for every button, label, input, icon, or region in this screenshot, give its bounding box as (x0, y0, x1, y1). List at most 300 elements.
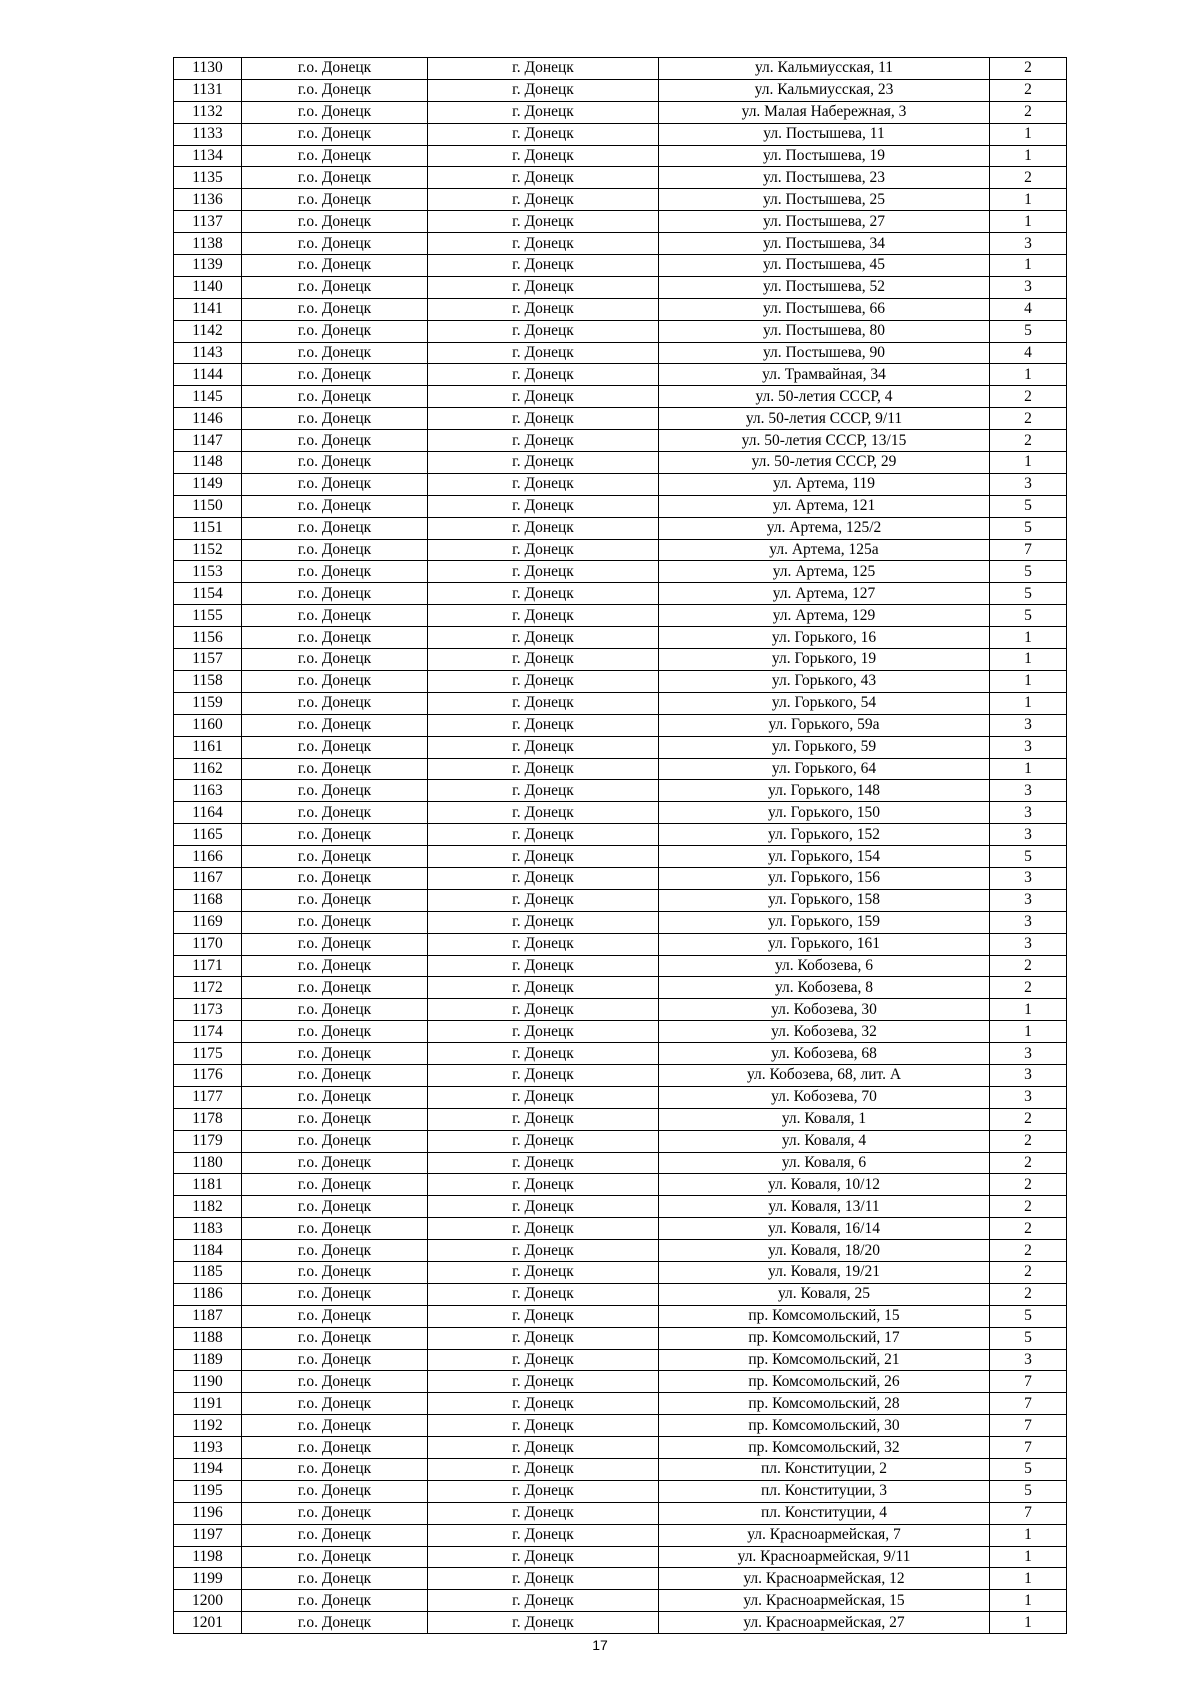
table-row (174, 1524, 1067, 1546)
count-cell: 5 (990, 583, 1067, 605)
table-row (174, 1108, 1067, 1130)
city-cell: г. Донецк (428, 1064, 659, 1086)
count-cell: 1 (990, 692, 1067, 714)
row-number-cell: 1162 (174, 758, 242, 780)
table-row (174, 714, 1067, 736)
count-cell: 2 (990, 955, 1067, 977)
row-number-cell: 1172 (174, 977, 242, 999)
table-row (174, 846, 1067, 868)
count-cell: 1 (990, 1590, 1067, 1612)
district-cell: г.о. Донецк (242, 1130, 428, 1152)
district-cell: г.о. Донецк (242, 101, 428, 123)
row-number-cell: 1143 (174, 342, 242, 364)
district-cell: г.о. Донецк (242, 714, 428, 736)
district-cell: г.о. Донецк (242, 1568, 428, 1590)
address-cell: ул. Красноармейская, 7 (659, 1524, 990, 1546)
table-row (174, 780, 1067, 802)
table-row (174, 211, 1067, 233)
count-cell: 5 (990, 1305, 1067, 1327)
table-row (174, 473, 1067, 495)
address-cell: ул. Коваля, 13/11 (659, 1196, 990, 1218)
address-cell: ул. Артема, 125 (659, 561, 990, 583)
district-cell: г.о. Донецк (242, 517, 428, 539)
address-cell: ул. Горького, 148 (659, 780, 990, 802)
city-cell: г. Донецк (428, 386, 659, 408)
address-cell: пр. Комсомольский, 15 (659, 1305, 990, 1327)
city-cell: г. Донецк (428, 145, 659, 167)
row-number-cell: 1145 (174, 386, 242, 408)
count-cell: 1 (990, 364, 1067, 386)
district-cell: г.о. Донецк (242, 780, 428, 802)
table-row (174, 342, 1067, 364)
district-cell: г.о. Донецк (242, 955, 428, 977)
city-cell: г. Донецк (428, 276, 659, 298)
count-cell: 3 (990, 780, 1067, 802)
table-row (174, 1480, 1067, 1502)
address-cell: ул. Постышева, 27 (659, 211, 990, 233)
row-number-cell: 1159 (174, 692, 242, 714)
table-row (174, 1152, 1067, 1174)
row-number-cell: 1157 (174, 649, 242, 671)
page-number: 17 (592, 1637, 608, 1653)
table-row (174, 955, 1067, 977)
row-number-cell: 1152 (174, 539, 242, 561)
district-cell: г.о. Донецк (242, 1546, 428, 1568)
district-cell: г.о. Донецк (242, 561, 428, 583)
table-row (174, 1349, 1067, 1371)
table-row (174, 889, 1067, 911)
table-row (174, 1218, 1067, 1240)
table-row (174, 255, 1067, 277)
address-cell: ул. Коваля, 19/21 (659, 1261, 990, 1283)
district-cell: г.о. Донецк (242, 1415, 428, 1437)
city-cell: г. Донецк (428, 627, 659, 649)
row-number-cell: 1197 (174, 1524, 242, 1546)
address-cell: ул. Горького, 156 (659, 867, 990, 889)
row-number-cell: 1138 (174, 233, 242, 255)
city-cell: г. Донецк (428, 495, 659, 517)
row-number-cell: 1190 (174, 1371, 242, 1393)
table-row (174, 58, 1067, 80)
row-number-cell: 1133 (174, 123, 242, 145)
table-row (174, 452, 1067, 474)
address-cell: ул. Артема, 121 (659, 495, 990, 517)
district-cell: г.о. Донецк (242, 386, 428, 408)
district-cell: г.о. Донецк (242, 1393, 428, 1415)
count-cell: 3 (990, 714, 1067, 736)
address-cell: ул. Постышева, 19 (659, 145, 990, 167)
city-cell: г. Донецк (428, 736, 659, 758)
city-cell: г. Донецк (428, 1415, 659, 1437)
table-row (174, 1415, 1067, 1437)
district-cell: г.о. Донецк (242, 1196, 428, 1218)
district-cell: г.о. Донецк (242, 824, 428, 846)
city-cell: г. Донецк (428, 561, 659, 583)
address-cell: ул. Постышева, 34 (659, 233, 990, 255)
row-number-cell: 1195 (174, 1480, 242, 1502)
count-cell: 3 (990, 889, 1067, 911)
address-cell: ул. Коваля, 10/12 (659, 1174, 990, 1196)
address-table-body (174, 58, 1067, 1634)
row-number-cell: 1176 (174, 1064, 242, 1086)
address-cell: ул. Красноармейская, 27 (659, 1612, 990, 1634)
district-cell: г.о. Донецк (242, 1043, 428, 1065)
row-number-cell: 1180 (174, 1152, 242, 1174)
address-cell: ул. Постышева, 52 (659, 276, 990, 298)
district-cell: г.о. Донецк (242, 1371, 428, 1393)
count-cell: 3 (990, 1086, 1067, 1108)
row-number-cell: 1165 (174, 824, 242, 846)
row-number-cell: 1189 (174, 1349, 242, 1371)
count-cell: 1 (990, 999, 1067, 1021)
district-cell: г.о. Донецк (242, 1459, 428, 1481)
address-cell: ул. Постышева, 66 (659, 298, 990, 320)
city-cell: г. Донецк (428, 867, 659, 889)
address-cell: ул. 50-летия СССР, 4 (659, 386, 990, 408)
city-cell: г. Донецк (428, 1524, 659, 1546)
city-cell: г. Донецк (428, 1546, 659, 1568)
district-cell: г.о. Донецк (242, 1064, 428, 1086)
address-cell: ул. Артема, 127 (659, 583, 990, 605)
table-row (174, 539, 1067, 561)
table-row (174, 517, 1067, 539)
address-cell: ул. Кобозева, 8 (659, 977, 990, 999)
row-number-cell: 1151 (174, 517, 242, 539)
count-cell: 7 (990, 1502, 1067, 1524)
table-row (174, 123, 1067, 145)
city-cell: г. Донецк (428, 539, 659, 561)
district-cell: г.о. Донецк (242, 649, 428, 671)
row-number-cell: 1194 (174, 1459, 242, 1481)
district-cell: г.о. Донецк (242, 1108, 428, 1130)
table-row (174, 583, 1067, 605)
district-cell: г.о. Донецк (242, 233, 428, 255)
city-cell: г. Донецк (428, 824, 659, 846)
row-number-cell: 1200 (174, 1590, 242, 1612)
table-row (174, 1305, 1067, 1327)
address-cell: ул. Постышева, 11 (659, 123, 990, 145)
district-cell: г.о. Донецк (242, 342, 428, 364)
row-number-cell: 1134 (174, 145, 242, 167)
count-cell: 2 (990, 58, 1067, 80)
count-cell: 7 (990, 1371, 1067, 1393)
row-number-cell: 1161 (174, 736, 242, 758)
table-row (174, 1043, 1067, 1065)
district-cell: г.о. Донецк (242, 1283, 428, 1305)
city-cell: г. Донецк (428, 342, 659, 364)
table-row (174, 1546, 1067, 1568)
district-cell: г.о. Донецк (242, 1349, 428, 1371)
district-cell: г.о. Донецк (242, 1502, 428, 1524)
count-cell: 1 (990, 670, 1067, 692)
count-cell: 2 (990, 408, 1067, 430)
table-row (174, 867, 1067, 889)
row-number-cell: 1184 (174, 1240, 242, 1262)
count-cell: 5 (990, 495, 1067, 517)
district-cell: г.о. Донецк (242, 276, 428, 298)
row-number-cell: 1178 (174, 1108, 242, 1130)
table-row (174, 167, 1067, 189)
count-cell: 5 (990, 1459, 1067, 1481)
city-cell: г. Донецк (428, 1371, 659, 1393)
table-row (174, 320, 1067, 342)
row-number-cell: 1146 (174, 408, 242, 430)
district-cell: г.о. Донецк (242, 911, 428, 933)
address-cell: ул. Кобозева, 68 (659, 1043, 990, 1065)
row-number-cell: 1136 (174, 189, 242, 211)
row-number-cell: 1169 (174, 911, 242, 933)
table-row (174, 408, 1067, 430)
row-number-cell: 1186 (174, 1283, 242, 1305)
count-cell: 5 (990, 561, 1067, 583)
address-cell: ул. Постышева, 90 (659, 342, 990, 364)
count-cell: 2 (990, 1218, 1067, 1240)
city-cell: г. Донецк (428, 1196, 659, 1218)
address-cell: пр. Комсомольский, 26 (659, 1371, 990, 1393)
row-number-cell: 1198 (174, 1546, 242, 1568)
address-cell: ул. Горького, 16 (659, 627, 990, 649)
city-cell: г. Донецк (428, 1021, 659, 1043)
address-cell: ул. Кобозева, 6 (659, 955, 990, 977)
count-cell: 7 (990, 1415, 1067, 1437)
city-cell: г. Донецк (428, 1283, 659, 1305)
table-row (174, 1021, 1067, 1043)
city-cell: г. Донецк (428, 999, 659, 1021)
row-number-cell: 1135 (174, 167, 242, 189)
count-cell: 2 (990, 977, 1067, 999)
count-cell: 2 (990, 101, 1067, 123)
row-number-cell: 1131 (174, 79, 242, 101)
city-cell: г. Донецк (428, 649, 659, 671)
district-cell: г.о. Донецк (242, 1086, 428, 1108)
row-number-cell: 1147 (174, 430, 242, 452)
table-row (174, 1459, 1067, 1481)
city-cell: г. Донецк (428, 473, 659, 495)
row-number-cell: 1199 (174, 1568, 242, 1590)
city-cell: г. Донецк (428, 58, 659, 80)
row-number-cell: 1155 (174, 605, 242, 627)
city-cell: г. Донецк (428, 1568, 659, 1590)
count-cell: 2 (990, 1130, 1067, 1152)
row-number-cell: 1170 (174, 933, 242, 955)
district-cell: г.о. Донецк (242, 1480, 428, 1502)
count-cell: 3 (990, 824, 1067, 846)
table-row (174, 1086, 1067, 1108)
district-cell: г.о. Донецк (242, 167, 428, 189)
address-cell: пр. Комсомольский, 28 (659, 1393, 990, 1415)
address-cell: ул. Коваля, 16/14 (659, 1218, 990, 1240)
row-number-cell: 1130 (174, 58, 242, 80)
city-cell: г. Донецк (428, 1218, 659, 1240)
city-cell: г. Донецк (428, 1086, 659, 1108)
address-cell: ул. Горького, 150 (659, 802, 990, 824)
table-row (174, 824, 1067, 846)
address-cell: ул. Постышева, 45 (659, 255, 990, 277)
table-row (174, 627, 1067, 649)
row-number-cell: 1188 (174, 1327, 242, 1349)
table-row (174, 802, 1067, 824)
count-cell: 3 (990, 1349, 1067, 1371)
row-number-cell: 1149 (174, 473, 242, 495)
city-cell: г. Донецк (428, 1590, 659, 1612)
city-cell: г. Донецк (428, 692, 659, 714)
district-cell: г.о. Донецк (242, 1612, 428, 1634)
count-cell: 7 (990, 1393, 1067, 1415)
district-cell: г.о. Донецк (242, 364, 428, 386)
row-number-cell: 1137 (174, 211, 242, 233)
address-cell: ул. Коваля, 4 (659, 1130, 990, 1152)
district-cell: г.о. Донецк (242, 473, 428, 495)
count-cell: 1 (990, 145, 1067, 167)
address-cell: пр. Комсомольский, 32 (659, 1437, 990, 1459)
count-cell: 3 (990, 802, 1067, 824)
district-cell: г.о. Донецк (242, 1021, 428, 1043)
district-cell: г.о. Донецк (242, 452, 428, 474)
city-cell: г. Донецк (428, 364, 659, 386)
table-row (174, 605, 1067, 627)
count-cell: 2 (990, 1196, 1067, 1218)
city-cell: г. Донецк (428, 977, 659, 999)
address-cell: ул. Кальмиусская, 11 (659, 58, 990, 80)
table-row (174, 1371, 1067, 1393)
district-cell: г.о. Донецк (242, 298, 428, 320)
table-row (174, 145, 1067, 167)
row-number-cell: 1160 (174, 714, 242, 736)
address-cell: ул. 50-летия СССР, 13/15 (659, 430, 990, 452)
count-cell: 5 (990, 320, 1067, 342)
count-cell: 5 (990, 605, 1067, 627)
city-cell: г. Донецк (428, 123, 659, 145)
city-cell: г. Донецк (428, 408, 659, 430)
count-cell: 1 (990, 1524, 1067, 1546)
address-cell: ул. Горького, 64 (659, 758, 990, 780)
count-cell: 3 (990, 867, 1067, 889)
address-cell: ул. Кобозева, 30 (659, 999, 990, 1021)
row-number-cell: 1182 (174, 1196, 242, 1218)
city-cell: г. Донецк (428, 1393, 659, 1415)
table-row (174, 1612, 1067, 1634)
row-number-cell: 1191 (174, 1393, 242, 1415)
table-row (174, 649, 1067, 671)
city-cell: г. Донецк (428, 780, 659, 802)
count-cell: 1 (990, 1021, 1067, 1043)
city-cell: г. Донецк (428, 517, 659, 539)
count-cell: 1 (990, 123, 1067, 145)
district-cell: г.о. Донецк (242, 692, 428, 714)
table-row (174, 364, 1067, 386)
district-cell: г.о. Донецк (242, 1152, 428, 1174)
city-cell: г. Донецк (428, 605, 659, 627)
address-cell: пр. Комсомольский, 21 (659, 1349, 990, 1371)
row-number-cell: 1193 (174, 1437, 242, 1459)
count-cell: 2 (990, 430, 1067, 452)
count-cell: 3 (990, 736, 1067, 758)
address-cell: ул. Горького, 158 (659, 889, 990, 911)
count-cell: 5 (990, 517, 1067, 539)
address-cell: ул. 50-летия СССР, 29 (659, 452, 990, 474)
count-cell: 3 (990, 1043, 1067, 1065)
address-cell: ул. Горького, 19 (659, 649, 990, 671)
address-cell: ул. Кобозева, 70 (659, 1086, 990, 1108)
table-row (174, 1393, 1067, 1415)
table-row (174, 1240, 1067, 1262)
address-cell: ул. Артема, 119 (659, 473, 990, 495)
count-cell: 4 (990, 342, 1067, 364)
district-cell: г.о. Донецк (242, 1437, 428, 1459)
row-number-cell: 1141 (174, 298, 242, 320)
count-cell: 1 (990, 649, 1067, 671)
city-cell: г. Донецк (428, 1305, 659, 1327)
city-cell: г. Донецк (428, 933, 659, 955)
address-cell: ул. Красноармейская, 15 (659, 1590, 990, 1612)
table-row (174, 1261, 1067, 1283)
count-cell: 3 (990, 1064, 1067, 1086)
city-cell: г. Донецк (428, 255, 659, 277)
city-cell: г. Донецк (428, 846, 659, 868)
city-cell: г. Донецк (428, 298, 659, 320)
city-cell: г. Донецк (428, 955, 659, 977)
row-number-cell: 1150 (174, 495, 242, 517)
district-cell: г.о. Донецк (242, 320, 428, 342)
count-cell: 2 (990, 1108, 1067, 1130)
table-row (174, 1502, 1067, 1524)
city-cell: г. Донецк (428, 1108, 659, 1130)
address-cell: ул. Красноармейская, 9/11 (659, 1546, 990, 1568)
count-cell: 2 (990, 1283, 1067, 1305)
row-number-cell: 1156 (174, 627, 242, 649)
table-row (174, 911, 1067, 933)
count-cell: 1 (990, 1612, 1067, 1634)
city-cell: г. Донецк (428, 1130, 659, 1152)
table-row (174, 1130, 1067, 1152)
district-cell: г.о. Донецк (242, 999, 428, 1021)
district-cell: г.о. Донецк (242, 79, 428, 101)
district-cell: г.о. Донецк (242, 539, 428, 561)
district-cell: г.о. Донецк (242, 867, 428, 889)
count-cell: 3 (990, 276, 1067, 298)
row-number-cell: 1166 (174, 846, 242, 868)
district-cell: г.о. Донецк (242, 189, 428, 211)
district-cell: г.о. Донецк (242, 430, 428, 452)
city-cell: г. Донецк (428, 1612, 659, 1634)
city-cell: г. Донецк (428, 1240, 659, 1262)
table-row (174, 1283, 1067, 1305)
table-row (174, 933, 1067, 955)
count-cell: 2 (990, 1240, 1067, 1262)
district-cell: г.о. Донецк (242, 145, 428, 167)
address-cell: ул. Горького, 161 (659, 933, 990, 955)
count-cell: 1 (990, 1546, 1067, 1568)
district-cell: г.о. Донецк (242, 605, 428, 627)
address-cell: пл. Конституции, 3 (659, 1480, 990, 1502)
district-cell: г.о. Донецк (242, 736, 428, 758)
district-cell: г.о. Донецк (242, 1590, 428, 1612)
district-cell: г.о. Донецк (242, 670, 428, 692)
count-cell: 2 (990, 167, 1067, 189)
address-cell: ул. Горького, 152 (659, 824, 990, 846)
row-number-cell: 1140 (174, 276, 242, 298)
address-cell: ул. Горького, 159 (659, 911, 990, 933)
address-cell: пр. Комсомольский, 17 (659, 1327, 990, 1349)
address-cell: ул. Горького, 59а (659, 714, 990, 736)
address-cell: ул. Кобозева, 32 (659, 1021, 990, 1043)
table-row (174, 1327, 1067, 1349)
count-cell: 3 (990, 933, 1067, 955)
address-cell: пр. Комсомольский, 30 (659, 1415, 990, 1437)
table-row (174, 1568, 1067, 1590)
address-cell: ул. Коваля, 18/20 (659, 1240, 990, 1262)
district-cell: г.о. Донецк (242, 889, 428, 911)
